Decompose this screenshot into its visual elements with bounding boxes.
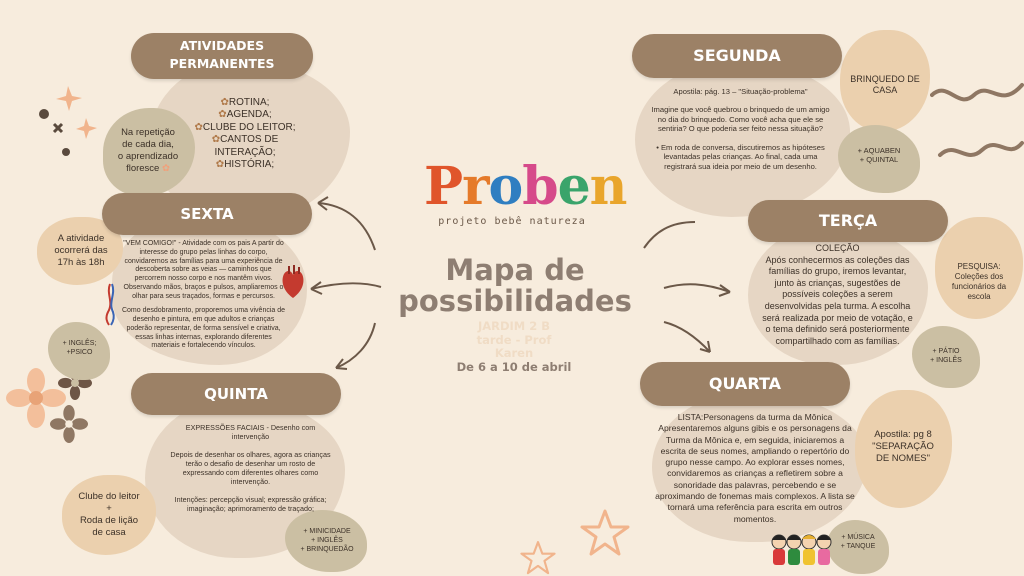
logo — [424, 156, 627, 227]
permanentes-item: ✿CANTOS DE INTERAÇÃO; — [211, 134, 279, 158]
segunda-tag: + AQUABEN + QUINTAL — [857, 146, 901, 165]
dates-line: De 6 a 10 de abril — [456, 359, 572, 374]
quarta-title: QUARTA — [708, 374, 782, 393]
sexta-side-text: A atividade ocorrerá das 17h às 18h — [54, 233, 108, 268]
quarta-side-text: Apostila: pg 8 "SEPARAÇÃO DE NOMES" — [872, 429, 934, 464]
quinta-side-text: Clube do leitor + Roda de lição de casa — [78, 491, 140, 538]
arrow-icon — [305, 275, 385, 300]
quinta-paragraph: Depois de desenhar os olhares, agora as crianças terão o desafio de desenhar um rosto de expressando com diferentes olhares como intervenção. — [170, 450, 331, 486]
cartoon-characters-icon — [770, 530, 832, 570]
segunda-side-text: BRINQUEDO DE CASA — [850, 74, 920, 96]
center-title-line2: possibilidades — [398, 284, 632, 318]
terca-title: TERÇA — [818, 211, 878, 230]
flower-icon: ✿ — [161, 162, 170, 174]
sexta-title: SEXTA — [180, 205, 234, 223]
sexta-paragraph: "VEM COMIGO!" - Atividade com os pais A partir do interesse do grupo pelas linhas do corpo, convidaremos as famílias para uma experiência de descoberta sobre as veias — caminhos que percorrem nosso corpo e nos mantêm vivos. Observando mãos, braços e pulsos, ampliaremos o olhar para seus traçados, formas e percursos. — [123, 240, 284, 300]
segunda-paragraph: Imagine que você quebrou o brinquedo de um amigo no dia do brinquedo. Como você acha que ele se sentiria? O que poderia ser feito nessa situação? — [651, 105, 830, 134]
permanentes-item: ✿AGENDA; — [218, 109, 272, 121]
terca-body — [760, 243, 915, 347]
quinta-paragraph: EXPRESSÕES FACIAIS - Desenho com intervenção — [185, 423, 316, 441]
flower-bullet-icon: ✿ — [220, 97, 229, 108]
permanentes-item: ✿CLUBE DO LEITOR; — [194, 121, 296, 133]
sexta-header — [102, 193, 312, 235]
terca-side-text: PESQUISA: Coleções dos funcionários da escola — [951, 262, 1007, 301]
quinta-body — [168, 423, 333, 513]
teacher-line1: tarde - Prof — [476, 332, 552, 347]
arrow-icon — [330, 320, 380, 375]
segunda-paragraph: • Em roda de conversa, discutiremos as hipóteses levantadas pelas crianças. Ao final, cada uma registrará sua ideia por meio de um desenho. — [656, 142, 825, 171]
quarta-header — [640, 362, 850, 406]
segunda-paragraph: Apostila: pág. 13 – "Situação-problema" — [673, 87, 808, 96]
flower-bullet-icon: ✿ — [215, 159, 225, 171]
permanentes-title-line1: ATIVIDADES — [179, 38, 265, 53]
sexta-body — [121, 240, 286, 351]
heart-anatomy-icon — [280, 264, 306, 300]
arrow-icon — [660, 278, 735, 302]
segunda-header — [632, 34, 842, 78]
class-line: JARDIM 2 B — [477, 319, 551, 333]
veins-icon — [100, 282, 120, 326]
star-icon — [518, 540, 558, 576]
star-icon — [580, 508, 630, 558]
flower-bullet-icon: ✿ — [194, 121, 203, 133]
permanentes-title-line2: PERMANENTES — [169, 56, 275, 71]
sexta-paragraph: Como desdobramento, proporemos uma vivência de desenho e pintura, em que adultos e crianças poderão representar, de forma sensível e criativa, essas linhas internas, explorando diferentes materiais e fortalecendo vínculos. — [121, 307, 286, 350]
flower-icon — [50, 405, 88, 443]
decorative-dots-icon — [30, 78, 100, 168]
arrow-icon — [660, 318, 720, 358]
quarta-tag: + MÚSICA + TANQUE — [840, 534, 876, 550]
flower-bullet-icon: ✿ — [218, 109, 227, 121]
quinta-tag: + MINICIDADE + INGLÊS + BRINQUEDÃO — [300, 528, 354, 553]
decorative-squiggle — [930, 55, 1024, 165]
flower-bullet-icon: ✿ — [211, 134, 221, 146]
terca-heading: COLEÇÃO — [815, 243, 860, 253]
sexta-tag: + INGLÊS; +PSICO — [62, 340, 97, 356]
segunda-title: SEGUNDA — [693, 46, 781, 65]
center-title-line1: Mapa de — [445, 253, 585, 287]
quinta-title: QUINTA — [204, 385, 268, 403]
permanentes-item: ✿ROTINA; — [220, 97, 270, 108]
terca-tag: + PÁTIO + INGLÊS — [930, 348, 962, 364]
permanentes-header — [131, 33, 313, 79]
quinta-header — [131, 373, 341, 415]
permanentes-side-text: Na repetição de cada dia, o aprendizado floresce ✿ — [117, 127, 179, 174]
arrow-icon — [310, 195, 380, 255]
permanentes-item: ✿HISTÓRIA; — [215, 159, 275, 171]
permanentes-list — [180, 97, 310, 171]
logo-subtitle: projeto bebê natureza — [438, 216, 586, 227]
arrow-icon — [640, 212, 700, 252]
center-title — [380, 255, 650, 317]
logo-word: Proben — [424, 156, 627, 217]
center-info — [412, 320, 616, 374]
terca-paragraph: Após conhecermos as coleções das famílias do grupo, iremos levantar, junto às crianças, sugestões de possíveis coleções a serem desenvolvidas pela turma. A escolha será realizada por meio de votação, e o tema definido será posteriormente compartilhado com as famílias. — [762, 254, 913, 346]
teacher-line2: Karen — [494, 346, 534, 360]
quarta-paragraph: LISTA:Personagens da turma da Mônica Apresentaremos alguns gibis e os personagens da Turma da Mônica e, em seguida, iniciaremos a escrita de seus nomes, ampliando o repertório do grupo nesse campo. Ao explorar esses nomes, convidaremos as crianças a refletirem sobre a sonoridade das palavras, percebendo e se aproximando de fonemas mais complexos. A lista se tornará uma referência para escrita em outros momentos. — [655, 412, 855, 524]
quinta-paragraph: Intenções: percepção visual; expressão gráfica; imaginação; aprimoramento de traçado; — [174, 495, 327, 513]
segunda-body — [648, 87, 833, 171]
terca-header — [748, 200, 948, 242]
quarta-body — [655, 412, 855, 525]
